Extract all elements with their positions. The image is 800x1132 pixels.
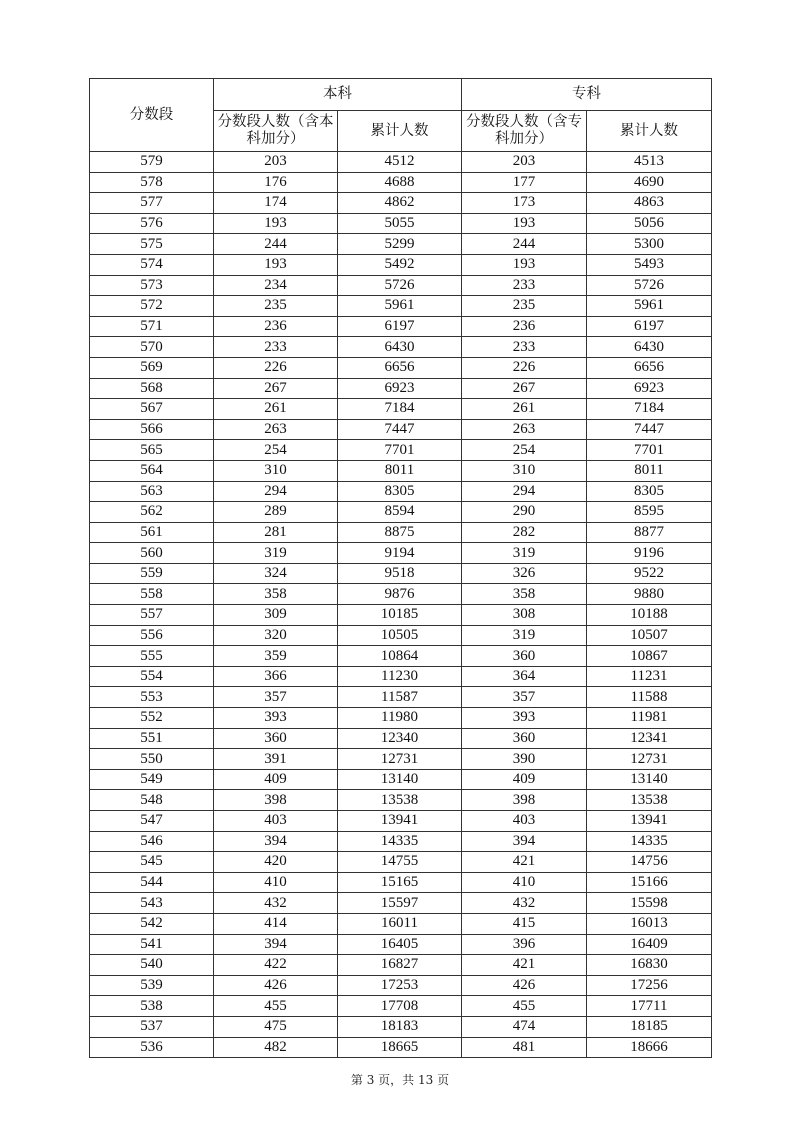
cell-score: 575 — [90, 234, 214, 255]
cell-undergrad-count: 294 — [214, 481, 338, 502]
cell-undergrad-count: 244 — [214, 234, 338, 255]
cell-undergrad-cumulative: 11230 — [338, 666, 462, 687]
table-row — [90, 337, 712, 358]
cell-college-cumulative: 18666 — [587, 1037, 712, 1058]
cell-score: 578 — [90, 172, 214, 193]
cell-college-count: 261 — [462, 399, 587, 420]
cell-college-count: 233 — [462, 275, 587, 296]
cell-undergrad-cumulative: 9194 — [338, 543, 462, 564]
cell-college-cumulative: 10188 — [587, 605, 712, 626]
cell-college-count: 393 — [462, 708, 587, 729]
cell-college-count: 282 — [462, 522, 587, 543]
table-row — [90, 378, 712, 399]
cell-undergrad-count: 414 — [214, 913, 338, 934]
cell-score: 571 — [90, 316, 214, 337]
cell-undergrad-cumulative: 7447 — [338, 419, 462, 440]
table-row — [90, 955, 712, 976]
cell-college-cumulative: 6430 — [587, 337, 712, 358]
cell-undergrad-cumulative: 12731 — [338, 749, 462, 770]
cell-score: 542 — [90, 913, 214, 934]
cell-college-cumulative: 15166 — [587, 872, 712, 893]
cell-college-count: 421 — [462, 955, 587, 976]
cell-college-cumulative: 8877 — [587, 522, 712, 543]
header-row-groups — [90, 79, 712, 111]
cell-college-cumulative: 17711 — [587, 996, 712, 1017]
cell-undergrad-count: 432 — [214, 893, 338, 914]
cell-college-cumulative: 12731 — [587, 749, 712, 770]
header-score-segment: 分数段 — [90, 79, 214, 152]
cell-undergrad-cumulative: 6656 — [338, 357, 462, 378]
cell-undergrad-count: 426 — [214, 975, 338, 996]
cell-undergrad-count: 235 — [214, 296, 338, 317]
cell-score: 563 — [90, 481, 214, 502]
header-college-group: 专科 — [462, 79, 712, 111]
cell-score: 537 — [90, 1016, 214, 1037]
table-row — [90, 769, 712, 790]
table-row — [90, 996, 712, 1017]
table-row — [90, 975, 712, 996]
cell-college-count: 455 — [462, 996, 587, 1017]
table-row — [90, 502, 712, 523]
cell-undergrad-count: 310 — [214, 460, 338, 481]
cell-undergrad-count: 176 — [214, 172, 338, 193]
table-row — [90, 584, 712, 605]
cell-college-count: 358 — [462, 584, 587, 605]
cell-score: 562 — [90, 502, 214, 523]
table-row — [90, 440, 712, 461]
cell-score: 561 — [90, 522, 214, 543]
cell-score: 560 — [90, 543, 214, 564]
cell-college-count: 398 — [462, 790, 587, 811]
cell-undergrad-count: 409 — [214, 769, 338, 790]
cell-undergrad-count: 393 — [214, 708, 338, 729]
cell-college-cumulative: 9196 — [587, 543, 712, 564]
cell-undergrad-count: 360 — [214, 728, 338, 749]
cell-undergrad-count: 309 — [214, 605, 338, 626]
cell-college-count: 236 — [462, 316, 587, 337]
table-row — [90, 872, 712, 893]
table-row — [90, 152, 712, 173]
cell-college-count: 357 — [462, 687, 587, 708]
cell-score: 570 — [90, 337, 214, 358]
table-row — [90, 749, 712, 770]
cell-undergrad-cumulative: 10505 — [338, 625, 462, 646]
table-row — [90, 913, 712, 934]
cell-score: 543 — [90, 893, 214, 914]
cell-college-count: 474 — [462, 1016, 587, 1037]
cell-undergrad-count: 203 — [214, 152, 338, 173]
cell-college-count: 235 — [462, 296, 587, 317]
cell-undergrad-cumulative: 18183 — [338, 1016, 462, 1037]
cell-college-count: 364 — [462, 666, 587, 687]
cell-college-count: 360 — [462, 728, 587, 749]
cell-score: 565 — [90, 440, 214, 461]
table-row — [90, 172, 712, 193]
table-row — [90, 605, 712, 626]
cell-college-count: 360 — [462, 646, 587, 667]
cell-college-count: 263 — [462, 419, 587, 440]
cell-undergrad-cumulative: 6197 — [338, 316, 462, 337]
cell-undergrad-cumulative: 11587 — [338, 687, 462, 708]
cell-college-count: 394 — [462, 831, 587, 852]
cell-undergrad-count: 319 — [214, 543, 338, 564]
cell-undergrad-count: 455 — [214, 996, 338, 1017]
cell-score: 557 — [90, 605, 214, 626]
cell-score: 567 — [90, 399, 214, 420]
cell-undergrad-cumulative: 4862 — [338, 193, 462, 214]
cell-college-count: 410 — [462, 872, 587, 893]
table-row — [90, 893, 712, 914]
table-row — [90, 481, 712, 502]
table-row — [90, 522, 712, 543]
cell-college-cumulative: 7184 — [587, 399, 712, 420]
cell-college-count: 226 — [462, 357, 587, 378]
score-distribution-table — [89, 78, 712, 1058]
cell-college-cumulative: 18185 — [587, 1016, 712, 1037]
cell-score: 556 — [90, 625, 214, 646]
cell-undergrad-cumulative: 7184 — [338, 399, 462, 420]
cell-undergrad-cumulative: 8594 — [338, 502, 462, 523]
cell-college-cumulative: 11231 — [587, 666, 712, 687]
cell-college-cumulative: 4690 — [587, 172, 712, 193]
header-undergrad-count: 分数段人数（含本科加分） — [214, 111, 338, 152]
table-row — [90, 275, 712, 296]
cell-college-cumulative: 16409 — [587, 934, 712, 955]
table-body — [90, 152, 712, 1058]
cell-score: 555 — [90, 646, 214, 667]
cell-score: 574 — [90, 254, 214, 275]
cell-undergrad-cumulative: 10864 — [338, 646, 462, 667]
cell-college-cumulative: 9880 — [587, 584, 712, 605]
cell-college-count: 481 — [462, 1037, 587, 1058]
cell-undergrad-cumulative: 4688 — [338, 172, 462, 193]
table-row — [90, 543, 712, 564]
cell-undergrad-count: 359 — [214, 646, 338, 667]
cell-college-cumulative: 12341 — [587, 728, 712, 749]
cell-college-cumulative: 13140 — [587, 769, 712, 790]
cell-college-cumulative: 14756 — [587, 852, 712, 873]
cell-college-cumulative: 10867 — [587, 646, 712, 667]
cell-undergrad-cumulative: 13538 — [338, 790, 462, 811]
cell-undergrad-count: 193 — [214, 254, 338, 275]
cell-college-count: 310 — [462, 460, 587, 481]
cell-score: 569 — [90, 357, 214, 378]
cell-undergrad-cumulative: 16011 — [338, 913, 462, 934]
table-row — [90, 666, 712, 687]
table-row — [90, 934, 712, 955]
cell-score: 547 — [90, 811, 214, 832]
cell-college-count: 319 — [462, 625, 587, 646]
table-row — [90, 296, 712, 317]
table-row — [90, 254, 712, 275]
table-row — [90, 728, 712, 749]
cell-score: 572 — [90, 296, 214, 317]
cell-college-count: 193 — [462, 254, 587, 275]
cell-score: 573 — [90, 275, 214, 296]
cell-college-count: 267 — [462, 378, 587, 399]
cell-undergrad-cumulative: 16827 — [338, 955, 462, 976]
cell-college-cumulative: 5961 — [587, 296, 712, 317]
cell-undergrad-cumulative: 9876 — [338, 584, 462, 605]
cell-undergrad-count: 403 — [214, 811, 338, 832]
cell-undergrad-count: 482 — [214, 1037, 338, 1058]
cell-undergrad-cumulative: 13941 — [338, 811, 462, 832]
cell-undergrad-count: 420 — [214, 852, 338, 873]
cell-college-count: 319 — [462, 543, 587, 564]
cell-college-count: 173 — [462, 193, 587, 214]
cell-undergrad-count: 394 — [214, 831, 338, 852]
cell-undergrad-count: 358 — [214, 584, 338, 605]
cell-college-count: 254 — [462, 440, 587, 461]
header-college-count: 分数段人数（含专科加分） — [462, 111, 587, 152]
cell-college-cumulative: 16830 — [587, 955, 712, 976]
table-row — [90, 193, 712, 214]
cell-undergrad-cumulative: 5961 — [338, 296, 462, 317]
cell-college-count: 409 — [462, 769, 587, 790]
cell-college-cumulative: 4863 — [587, 193, 712, 214]
cell-undergrad-cumulative: 8011 — [338, 460, 462, 481]
cell-score: 564 — [90, 460, 214, 481]
table-row — [90, 234, 712, 255]
table-row — [90, 316, 712, 337]
cell-undergrad-cumulative: 15165 — [338, 872, 462, 893]
cell-college-cumulative: 11588 — [587, 687, 712, 708]
cell-undergrad-cumulative: 12340 — [338, 728, 462, 749]
table-row — [90, 563, 712, 584]
cell-college-count: 421 — [462, 852, 587, 873]
cell-college-cumulative: 6197 — [587, 316, 712, 337]
cell-undergrad-count: 261 — [214, 399, 338, 420]
cell-college-cumulative: 5493 — [587, 254, 712, 275]
cell-undergrad-cumulative: 15597 — [338, 893, 462, 914]
cell-score: 554 — [90, 666, 214, 687]
cell-college-cumulative: 9522 — [587, 563, 712, 584]
cell-score: 540 — [90, 955, 214, 976]
cell-undergrad-count: 193 — [214, 213, 338, 234]
cell-undergrad-cumulative: 6430 — [338, 337, 462, 358]
cell-undergrad-cumulative: 8305 — [338, 481, 462, 502]
cell-undergrad-cumulative: 9518 — [338, 563, 462, 584]
cell-undergrad-count: 475 — [214, 1016, 338, 1037]
table-header — [90, 79, 712, 152]
cell-undergrad-count: 226 — [214, 357, 338, 378]
cell-college-count: 432 — [462, 893, 587, 914]
cell-undergrad-cumulative: 5492 — [338, 254, 462, 275]
table-row — [90, 687, 712, 708]
cell-score: 550 — [90, 749, 214, 770]
cell-undergrad-cumulative: 18665 — [338, 1037, 462, 1058]
cell-undergrad-cumulative: 7701 — [338, 440, 462, 461]
cell-undergrad-cumulative: 13140 — [338, 769, 462, 790]
cell-college-cumulative: 5056 — [587, 213, 712, 234]
cell-college-cumulative: 15598 — [587, 893, 712, 914]
cell-score: 576 — [90, 213, 214, 234]
cell-college-cumulative: 11981 — [587, 708, 712, 729]
cell-undergrad-count: 410 — [214, 872, 338, 893]
cell-college-cumulative: 8011 — [587, 460, 712, 481]
cell-undergrad-count: 289 — [214, 502, 338, 523]
cell-college-count: 426 — [462, 975, 587, 996]
cell-undergrad-count: 391 — [214, 749, 338, 770]
cell-undergrad-count: 174 — [214, 193, 338, 214]
table-row — [90, 790, 712, 811]
table-row — [90, 460, 712, 481]
cell-score: 538 — [90, 996, 214, 1017]
cell-score: 549 — [90, 769, 214, 790]
cell-undergrad-count: 281 — [214, 522, 338, 543]
cell-score: 553 — [90, 687, 214, 708]
cell-college-count: 244 — [462, 234, 587, 255]
table-row — [90, 1037, 712, 1058]
cell-undergrad-cumulative: 17253 — [338, 975, 462, 996]
cell-undergrad-count: 394 — [214, 934, 338, 955]
cell-score: 546 — [90, 831, 214, 852]
cell-undergrad-cumulative: 17708 — [338, 996, 462, 1017]
cell-undergrad-cumulative: 5299 — [338, 234, 462, 255]
cell-undergrad-cumulative: 14755 — [338, 852, 462, 873]
cell-college-count: 177 — [462, 172, 587, 193]
cell-college-cumulative: 6923 — [587, 378, 712, 399]
cell-college-count: 396 — [462, 934, 587, 955]
cell-undergrad-count: 233 — [214, 337, 338, 358]
table-row — [90, 811, 712, 832]
cell-undergrad-count: 236 — [214, 316, 338, 337]
table-row — [90, 646, 712, 667]
table-row — [90, 399, 712, 420]
cell-score: 579 — [90, 152, 214, 173]
cell-score: 548 — [90, 790, 214, 811]
cell-undergrad-count: 320 — [214, 625, 338, 646]
cell-undergrad-count: 422 — [214, 955, 338, 976]
cell-college-cumulative: 8305 — [587, 481, 712, 502]
cell-college-cumulative: 16013 — [587, 913, 712, 934]
cell-undergrad-count: 263 — [214, 419, 338, 440]
cell-college-count: 326 — [462, 563, 587, 584]
table-row — [90, 419, 712, 440]
table-row — [90, 357, 712, 378]
cell-score: 545 — [90, 852, 214, 873]
cell-score: 552 — [90, 708, 214, 729]
header-undergrad-cumulative: 累计人数 — [338, 111, 462, 152]
cell-score: 541 — [90, 934, 214, 955]
cell-score: 536 — [90, 1037, 214, 1058]
cell-score: 577 — [90, 193, 214, 214]
cell-undergrad-cumulative: 14335 — [338, 831, 462, 852]
cell-college-count: 290 — [462, 502, 587, 523]
cell-college-cumulative: 13538 — [587, 790, 712, 811]
cell-college-cumulative: 13941 — [587, 811, 712, 832]
cell-score: 539 — [90, 975, 214, 996]
cell-undergrad-count: 366 — [214, 666, 338, 687]
cell-college-count: 390 — [462, 749, 587, 770]
cell-college-cumulative: 6656 — [587, 357, 712, 378]
table-row — [90, 213, 712, 234]
cell-college-cumulative: 5726 — [587, 275, 712, 296]
cell-score: 559 — [90, 563, 214, 584]
table-row — [90, 708, 712, 729]
cell-college-count: 308 — [462, 605, 587, 626]
cell-college-count: 193 — [462, 213, 587, 234]
cell-score: 551 — [90, 728, 214, 749]
cell-undergrad-count: 357 — [214, 687, 338, 708]
page-number-footer: 第 3 页，共 13 页 — [350, 1073, 450, 1087]
cell-score: 558 — [90, 584, 214, 605]
cell-college-cumulative: 4513 — [587, 152, 712, 173]
cell-undergrad-cumulative: 4512 — [338, 152, 462, 173]
cell-college-count: 294 — [462, 481, 587, 502]
header-college-cumulative: 累计人数 — [587, 111, 712, 152]
cell-undergrad-cumulative: 10185 — [338, 605, 462, 626]
table-row — [90, 625, 712, 646]
cell-undergrad-cumulative: 8875 — [338, 522, 462, 543]
cell-college-cumulative: 7447 — [587, 419, 712, 440]
cell-undergrad-cumulative: 16405 — [338, 934, 462, 955]
cell-college-cumulative: 7701 — [587, 440, 712, 461]
cell-college-cumulative: 14335 — [587, 831, 712, 852]
cell-undergrad-cumulative: 11980 — [338, 708, 462, 729]
cell-college-count: 233 — [462, 337, 587, 358]
cell-undergrad-count: 398 — [214, 790, 338, 811]
cell-college-count: 403 — [462, 811, 587, 832]
cell-score: 568 — [90, 378, 214, 399]
cell-undergrad-count: 324 — [214, 563, 338, 584]
header-undergrad-group: 本科 — [214, 79, 462, 111]
cell-undergrad-count: 234 — [214, 275, 338, 296]
cell-undergrad-cumulative: 5726 — [338, 275, 462, 296]
cell-undergrad-cumulative: 5055 — [338, 213, 462, 234]
table-row — [90, 1016, 712, 1037]
cell-college-count: 203 — [462, 152, 587, 173]
cell-college-cumulative: 8595 — [587, 502, 712, 523]
cell-score: 544 — [90, 872, 214, 893]
cell-score: 566 — [90, 419, 214, 440]
table-row — [90, 831, 712, 852]
cell-college-cumulative: 5300 — [587, 234, 712, 255]
cell-undergrad-count: 254 — [214, 440, 338, 461]
table-row — [90, 852, 712, 873]
cell-college-cumulative: 10507 — [587, 625, 712, 646]
cell-undergrad-count: 267 — [214, 378, 338, 399]
cell-college-cumulative: 17256 — [587, 975, 712, 996]
cell-college-count: 415 — [462, 913, 587, 934]
cell-undergrad-cumulative: 6923 — [338, 378, 462, 399]
